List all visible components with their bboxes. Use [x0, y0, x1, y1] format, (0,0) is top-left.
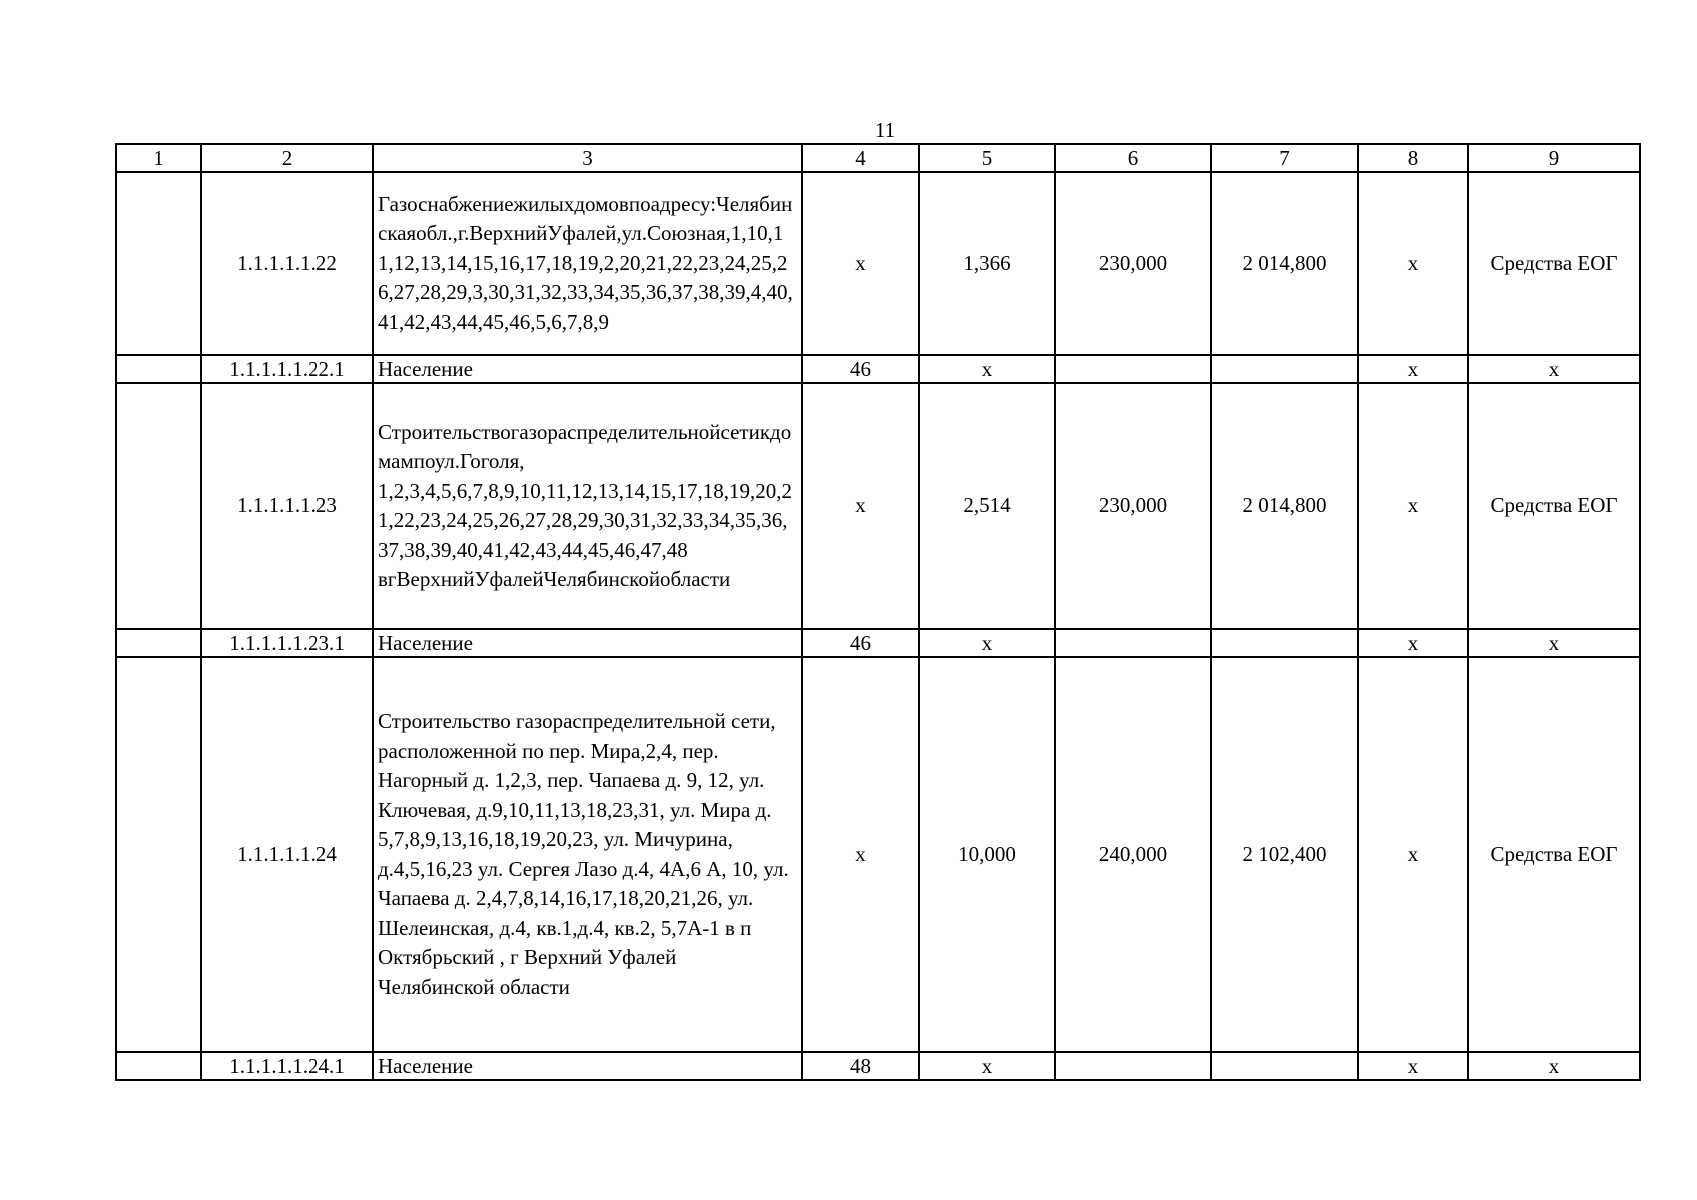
cell-number — [116, 1052, 201, 1080]
cell-source: Средства ЕОГ — [1468, 657, 1640, 1052]
cell-col5: 10,000 — [919, 657, 1055, 1052]
cell-source: Средства ЕОГ — [1468, 172, 1640, 355]
table-row — [116, 1052, 1640, 1080]
cell-col5: 1,366 — [919, 172, 1055, 355]
cell-col7: 2 014,800 — [1211, 172, 1358, 355]
cell-number — [116, 657, 201, 1052]
cell-code: 1.1.1.1.1.22 — [201, 172, 373, 355]
cell-col8: х — [1358, 383, 1468, 629]
cell-code: 1.1.1.1.1.23 — [201, 383, 373, 629]
table-row — [116, 629, 1640, 657]
header-cell: 4 — [802, 144, 919, 172]
cell-number — [116, 629, 201, 657]
header-cell: 7 — [1211, 144, 1358, 172]
cell-col8: х — [1358, 172, 1468, 355]
cell-code: 1.1.1.1.1.24.1 — [201, 1052, 373, 1080]
cell-description: Население — [373, 629, 802, 657]
cell-col4: х — [802, 657, 919, 1052]
cell-col8: х — [1358, 355, 1468, 383]
cell-source: х — [1468, 1052, 1640, 1080]
cell-description: Население — [373, 1052, 802, 1080]
cell-col6 — [1055, 629, 1211, 657]
cell-col7 — [1211, 629, 1358, 657]
cell-col4: х — [802, 172, 919, 355]
header-cell: 1 — [116, 144, 201, 172]
cell-code: 1.1.1.1.1.22.1 — [201, 355, 373, 383]
cell-number — [116, 172, 201, 355]
header-cell: 5 — [919, 144, 1055, 172]
header-cell: 9 — [1468, 144, 1640, 172]
header-cell: 6 — [1055, 144, 1211, 172]
cell-col6: 230,000 — [1055, 383, 1211, 629]
cell-col5: х — [919, 355, 1055, 383]
cell-description — [373, 383, 802, 629]
cell-col4: 46 — [802, 355, 919, 383]
cell-col4: 46 — [802, 629, 919, 657]
table-row — [116, 355, 1640, 383]
table-row — [116, 657, 1640, 1052]
cell-number — [116, 355, 201, 383]
header-cell: 3 — [373, 144, 802, 172]
header-cell: 8 — [1358, 144, 1468, 172]
description-line: Строительствогазораспределительнойсетикдомампоул.Гоголя, — [378, 419, 792, 473]
cell-col8: х — [1358, 657, 1468, 1052]
cell-number — [116, 383, 201, 629]
data-table — [115, 143, 1641, 1081]
cell-col5: х — [919, 1052, 1055, 1080]
cell-col8: х — [1358, 629, 1468, 657]
cell-source: Средства ЕОГ — [1468, 383, 1640, 629]
cell-source: х — [1468, 355, 1640, 383]
description-line: вгВерхнийУфалейЧелябинскойобласти — [378, 567, 731, 591]
cell-description: Население — [373, 355, 802, 383]
table-row — [116, 383, 1640, 629]
cell-col5: 2,514 — [919, 383, 1055, 629]
cell-code: 1.1.1.1.1.23.1 — [201, 629, 373, 657]
cell-description: Газоснабжениежилыхдомовпоадресу:Челябинскаяобл.,г.ВерхнийУфалей,ул.Союзная,1,10,11,12,13,14,15,16,17,18,19,2,20,21,22,23,24,25,26,27,28,29,3,30,31,32,33,34,35,36,37,38,39,4,40,41,42,43,44,45,46,5,6,7,8,9 — [373, 172, 802, 355]
cell-col7: 2 014,800 — [1211, 383, 1358, 629]
cell-col8: х — [1358, 1052, 1468, 1080]
description-line: 1,2,3,4,5,6,7,8,9,10,11,12,13,14,15,17,18,19,20,21,22,23,24,25,26,27,28,29,30,31,32,33,34,35,36,37,38,39,40,41,42,43,44,45,46,47,48 — [378, 478, 792, 562]
cell-col4: 48 — [802, 1052, 919, 1080]
header-cell: 2 — [201, 144, 373, 172]
cell-col5: х — [919, 629, 1055, 657]
cell-col6: 230,000 — [1055, 172, 1211, 355]
cell-description: Строительство газораспределительной сети, расположенной по пер. Мира,2,4, пер. Нагорный д. 1,2,3, пер. Чапаева д. 9, 12, ул. Ключевая, д.9,10,11,13,18,23,31, ул. Мира д. 5,7,8,9,13,16,18,19,20,23, ул. Мичурина, д.4,5,16,23 ул. Сергея Лазо д.4, 4А,6 А, 10, ул. Чапаева д. 2,4,7,8,14,16,17,18,20,21,26, ул. Шелеинская, д.4, кв.1,д.4, кв.2, 5,7А-1 в п Октябрьский , г Верхний Уфалей Челябинской области — [373, 657, 802, 1052]
cell-col7: 2 102,400 — [1211, 657, 1358, 1052]
page-number: 11 — [874, 118, 896, 142]
cell-col7 — [1211, 1052, 1358, 1080]
table-row — [116, 172, 1640, 355]
cell-col6: 240,000 — [1055, 657, 1211, 1052]
cell-code: 1.1.1.1.1.24 — [201, 657, 373, 1052]
cell-col7 — [1211, 355, 1358, 383]
cell-col6 — [1055, 355, 1211, 383]
cell-source: х — [1468, 629, 1640, 657]
cell-col4: х — [802, 383, 919, 629]
cell-col6 — [1055, 1052, 1211, 1080]
header-row — [116, 144, 1640, 172]
